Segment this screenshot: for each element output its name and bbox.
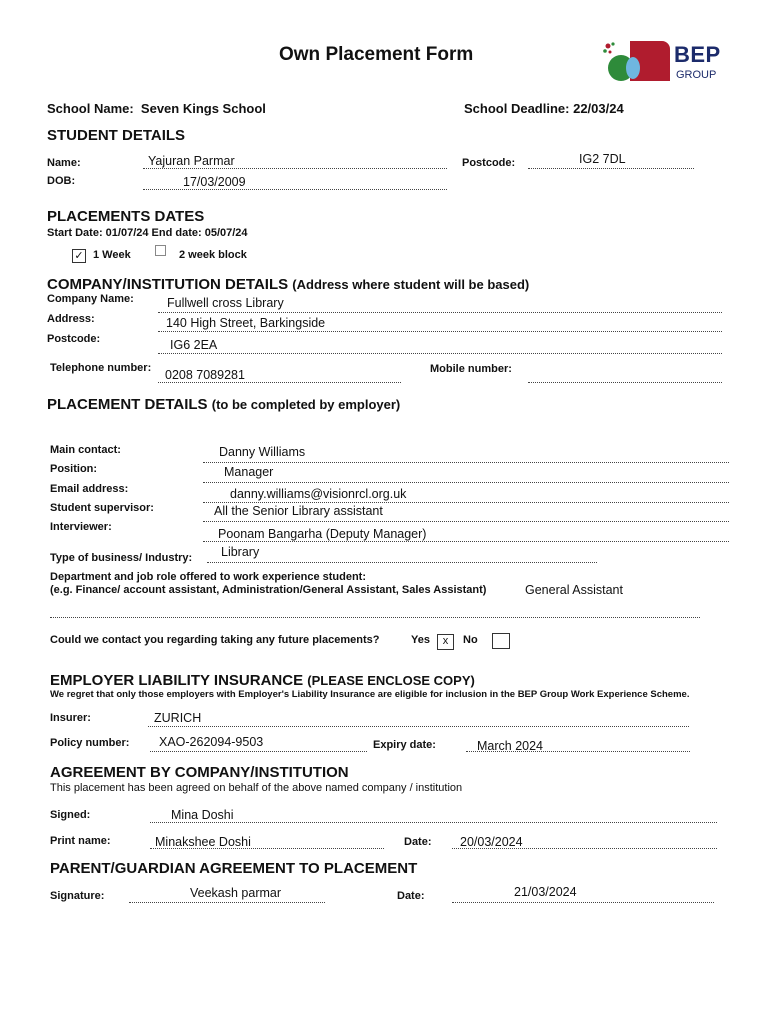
interviewer-field[interactable]: Poonam Bangarha (Deputy Manager)	[218, 527, 427, 541]
company-name-label: Company Name:	[47, 293, 134, 305]
student-name-line	[143, 168, 447, 169]
dob-line	[143, 189, 447, 190]
insurance-heading-sub: (PLEASE ENCLOSE COPY)	[307, 673, 475, 688]
telephone-line	[158, 382, 401, 383]
company-address-line	[158, 331, 722, 332]
dob-field[interactable]: 17/03/2009	[183, 175, 246, 189]
signed-label: Signed:	[50, 809, 91, 821]
policy-number-field[interactable]: XAO-262094-9503	[159, 735, 264, 749]
main-contact-line	[203, 462, 729, 463]
agreement-date-label: Date:	[404, 836, 432, 848]
company-heading-sub: (Address where student will be based)	[292, 277, 530, 292]
one-week-checkbox[interactable]: ✓	[72, 249, 86, 263]
business-label: Type of business/ Industry:	[50, 552, 193, 564]
supervisor-label: Student supervisor:	[50, 502, 154, 514]
agreement-date-line	[452, 848, 717, 849]
supervisor-field[interactable]: All the Senior Library assistant	[214, 504, 383, 518]
department-line	[50, 617, 700, 618]
policy-number-line	[150, 751, 367, 752]
logo-subtext: GROUP	[676, 69, 717, 81]
school-deadline	[464, 101, 624, 116]
company-name-line	[158, 312, 722, 313]
business-field[interactable]: Library	[221, 545, 260, 559]
parent-signature-line	[129, 902, 325, 903]
policy-number-label: Policy number:	[50, 737, 130, 749]
company-postcode-line	[158, 353, 722, 354]
company-address-label: Address:	[47, 313, 95, 325]
placement-details-heading	[47, 396, 400, 413]
school-name-label: School Name:	[47, 101, 134, 116]
future-contact-question: Could we contact you regarding taking any future placements?	[50, 634, 380, 646]
company-heading-text: COMPANY/INSTITUTION DETAILS	[47, 276, 289, 293]
parent-date-line	[452, 902, 714, 903]
placement-dates-heading: PLACEMENTS DATES	[47, 208, 205, 225]
parent-signature-field[interactable]: Veekash parmar	[190, 886, 282, 900]
print-name-label: Print name:	[50, 835, 111, 847]
department-label: Department and job role offered to work experience student:	[50, 571, 366, 583]
insurance-heading	[50, 672, 475, 689]
school-deadline-label: School Deadline:	[464, 101, 570, 116]
parent-signature-label: Signature:	[50, 890, 105, 902]
parent-date-label: Date:	[397, 890, 425, 902]
agreement-note: This placement has been agreed on behalf of the above named company / institution	[50, 782, 463, 794]
email-field[interactable]: danny.williams@visionrcl.org.uk	[230, 487, 407, 501]
supervisor-line	[203, 521, 729, 522]
company-details-heading	[47, 276, 529, 293]
company-postcode-label: Postcode:	[47, 333, 101, 345]
print-name-line	[150, 848, 384, 849]
insurance-note: We regret that only those employers with Employer's Liability Insurance are eligible for inclusion in the BEP Group Work Experience Scheme.	[50, 689, 690, 700]
student-postcode-line	[528, 168, 694, 169]
company-address-field[interactable]: 140 High Street, Barkingside	[166, 316, 326, 330]
business-line	[207, 562, 597, 563]
insurance-heading-text: EMPLOYER LIABILITY INSURANCE	[50, 672, 304, 689]
bep-group-logo	[600, 38, 725, 86]
main-contact-label: Main contact:	[50, 444, 121, 456]
student-name-label: Name:	[47, 157, 81, 169]
two-week-checkbox[interactable]	[155, 245, 166, 256]
school-deadline-value: 22/03/24	[573, 101, 624, 116]
logo-text: BEP	[674, 42, 721, 67]
email-label: Email address:	[50, 483, 129, 495]
school-name-value: Seven Kings School	[140, 101, 266, 116]
position-line	[203, 482, 729, 483]
company-name-field[interactable]: Fullwell cross Library	[167, 296, 284, 310]
no-label: No	[463, 634, 478, 646]
expiry-date-field[interactable]: March 2024	[477, 739, 544, 753]
yes-checkbox[interactable]: x	[437, 634, 454, 650]
signed-field[interactable]: Mina Doshi	[171, 808, 234, 822]
agreement-heading: AGREEMENT BY COMPANY/INSTITUTION	[50, 764, 349, 781]
telephone-field[interactable]: 0208 7089281	[165, 368, 245, 382]
interviewer-line	[203, 541, 729, 542]
student-postcode-field[interactable]: IG2 7DL	[579, 152, 626, 166]
insurer-line	[148, 726, 689, 727]
signed-line	[150, 822, 717, 823]
placement-heading-text: PLACEMENT DETAILS	[47, 396, 208, 413]
agreement-date-field[interactable]: 20/03/2024	[460, 835, 523, 849]
parent-agreement-heading: PARENT/GUARDIAN AGREEMENT TO PLACEMENT	[50, 860, 418, 877]
student-details-heading: STUDENT DETAILS	[47, 127, 186, 144]
dob-label: DOB:	[47, 175, 76, 187]
position-label: Position:	[50, 463, 98, 475]
no-checkbox[interactable]	[492, 633, 510, 649]
placement-heading-sub: (to be completed by employer)	[211, 397, 401, 412]
yes-label: Yes	[411, 634, 430, 646]
main-contact-field[interactable]: Danny Williams	[219, 445, 306, 459]
mobile-label: Mobile number:	[430, 363, 512, 375]
telephone-label: Telephone number:	[50, 362, 152, 374]
expiry-date-line	[466, 751, 690, 752]
page-title: Own Placement Form	[279, 44, 474, 65]
company-postcode-field[interactable]: IG6 2EA	[170, 338, 218, 352]
print-name-field[interactable]: Minakshee Doshi	[155, 835, 251, 849]
two-week-label: 2 week block	[179, 249, 247, 261]
department-field[interactable]: General Assistant	[525, 583, 623, 597]
insurer-field[interactable]: ZURICH	[154, 711, 202, 725]
interviewer-label: Interviewer:	[50, 521, 112, 533]
position-field[interactable]: Manager	[224, 465, 274, 479]
department-examples: (e.g. Finance/ account assistant, Administration/General Assistant, Sales Assistant)	[50, 584, 487, 596]
student-postcode-label: Postcode:	[462, 157, 516, 169]
placement-dates-line: Start Date: 01/07/24 End date: 05/07/24	[47, 227, 248, 239]
one-week-label: 1 Week	[93, 249, 131, 261]
student-name-field[interactable]: Yajuran Parmar	[148, 154, 235, 168]
mobile-field[interactable]	[528, 382, 722, 383]
insurer-label: Insurer:	[50, 712, 91, 724]
parent-date-field[interactable]: 21/03/2024	[514, 885, 577, 899]
email-line	[203, 502, 729, 503]
expiry-date-label: Expiry date:	[373, 739, 436, 751]
school-name	[47, 101, 266, 116]
